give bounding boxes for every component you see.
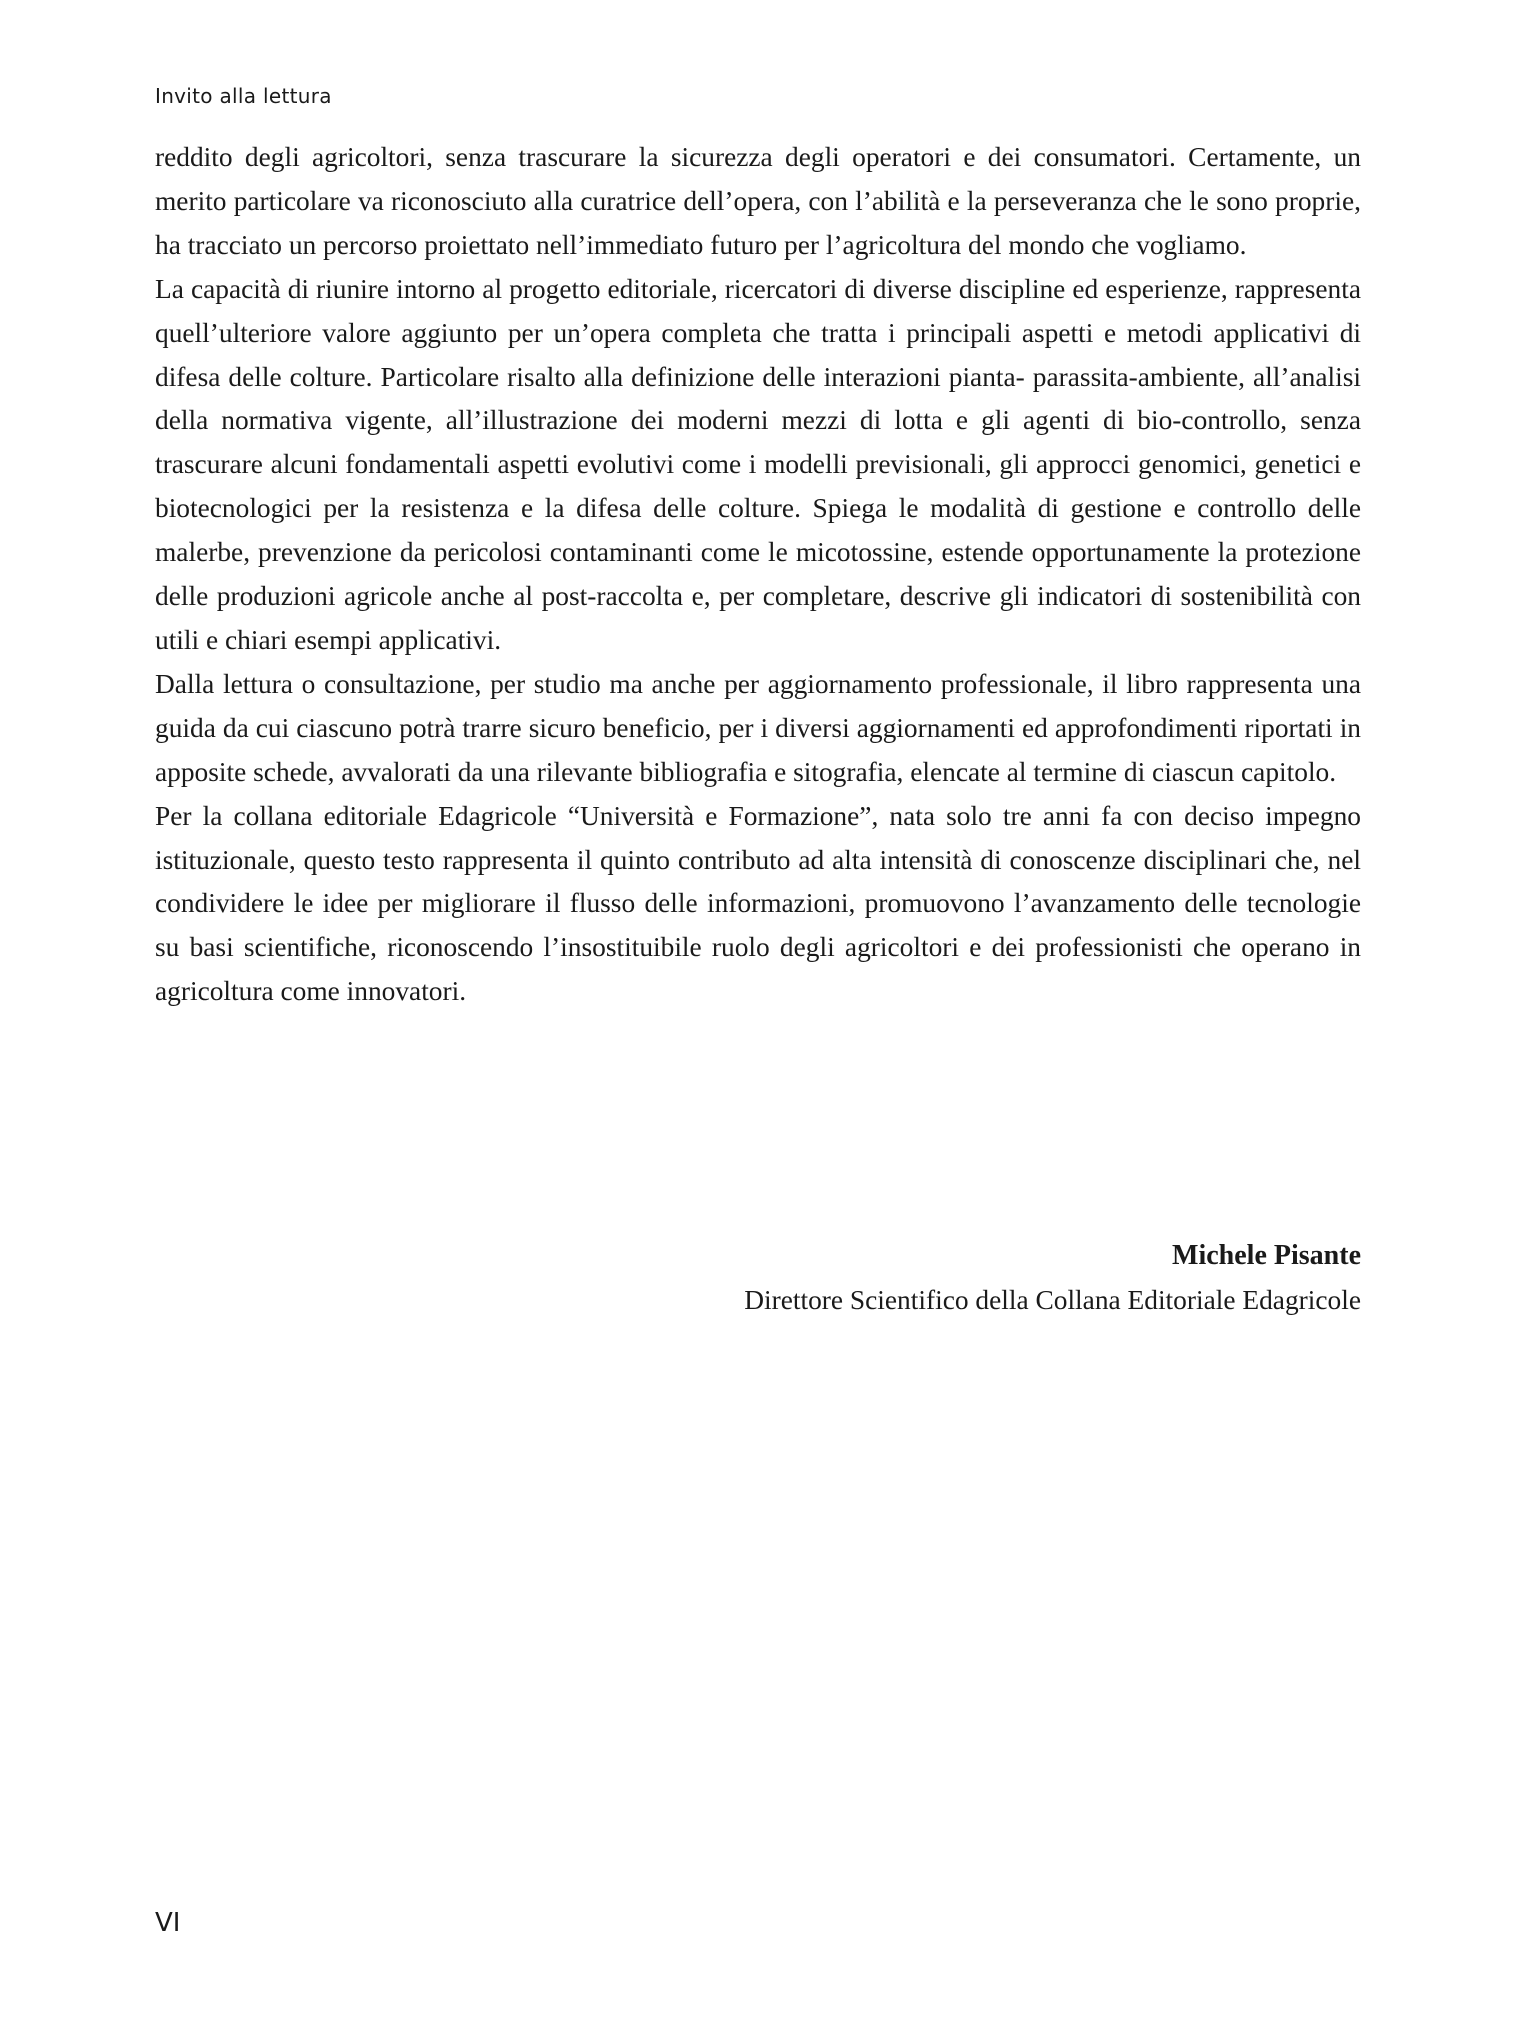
page-number: VI bbox=[155, 1908, 181, 1938]
paragraph: La capacità di riunire intorno al progetto editoriale, ricercatori di diverse discipline ed esperienze, rappresenta quell’ulteriore valore aggiunto per un’opera completa che tratta i principali aspetti e metodi applicativi di difesa delle colture. Particolare risalto alla definizione delle interazioni pianta- parassita-ambiente, all’analisi della normativa vigente, all’illustrazione dei moderni mezzi di lotta e gli agenti di bio-controllo, senza trascurare alcuni fondamentali aspetti evolutivi come i modelli previsionali, gli approcci genomici, genetici e biotecnologici per la resistenza e la difesa delle colture. Spiega le modalità di gestione e controllo delle malerbe, prevenzione da pericolosi contaminanti come le micotossine, estende opportunamente la protezione delle produzioni agricole anche al post-raccolta e, per completare, descrive gli indicatori di sostenibilità con utili e chiari esempi applicativi. bbox=[155, 273, 1361, 655]
running-header: Invito alla lettura bbox=[155, 84, 332, 108]
paragraph: reddito degli agricoltori, senza trascurare la sicurezza degli operatori e dei consumatori. Certamente, un merito particolare va riconosciuto alla curatrice dell’opera, con l’abilità e la perseveranza che le sono proprie, ha tracciato un percorso proiettato nell’immediato futuro per l’agricoltura del mondo che vogliamo. bbox=[155, 142, 1361, 260]
signature-block bbox=[744, 1234, 1361, 1322]
body-text bbox=[155, 136, 1361, 1014]
signatory-name: Michele Pisante bbox=[1172, 1240, 1361, 1271]
paragraph: Per la collana editoriale Edagricole “Università e Formazione”, nata solo tre anni fa con deciso impegno istituzionale, questo testo rappresenta il quinto contributo ad alta intensità di conoscenze disciplinari che, nel condividere le idee per migliorare il flusso delle informazioni, promuovono l’avanzamento delle tecnologie su basi scientifiche, riconoscendo l’insostituibile ruolo degli agricoltori e dei professionisti che operano in agricoltura come innovatori. bbox=[155, 800, 1361, 1007]
paragraph: Dalla lettura o consultazione, per studio ma anche per aggiornamento professionale, il libro rappresenta una guida da cui ciascuno potrà trarre sicuro beneficio, per i diversi aggiornamenti ed approfondimenti riportati in apposite schede, avvalorati da una rilevante bibliografia e sitografia, elencate al termine di ciascun capitolo. bbox=[155, 668, 1361, 787]
signatory-role: Direttore Scientifico della Collana Editoriale Edagricole bbox=[744, 1285, 1361, 1315]
